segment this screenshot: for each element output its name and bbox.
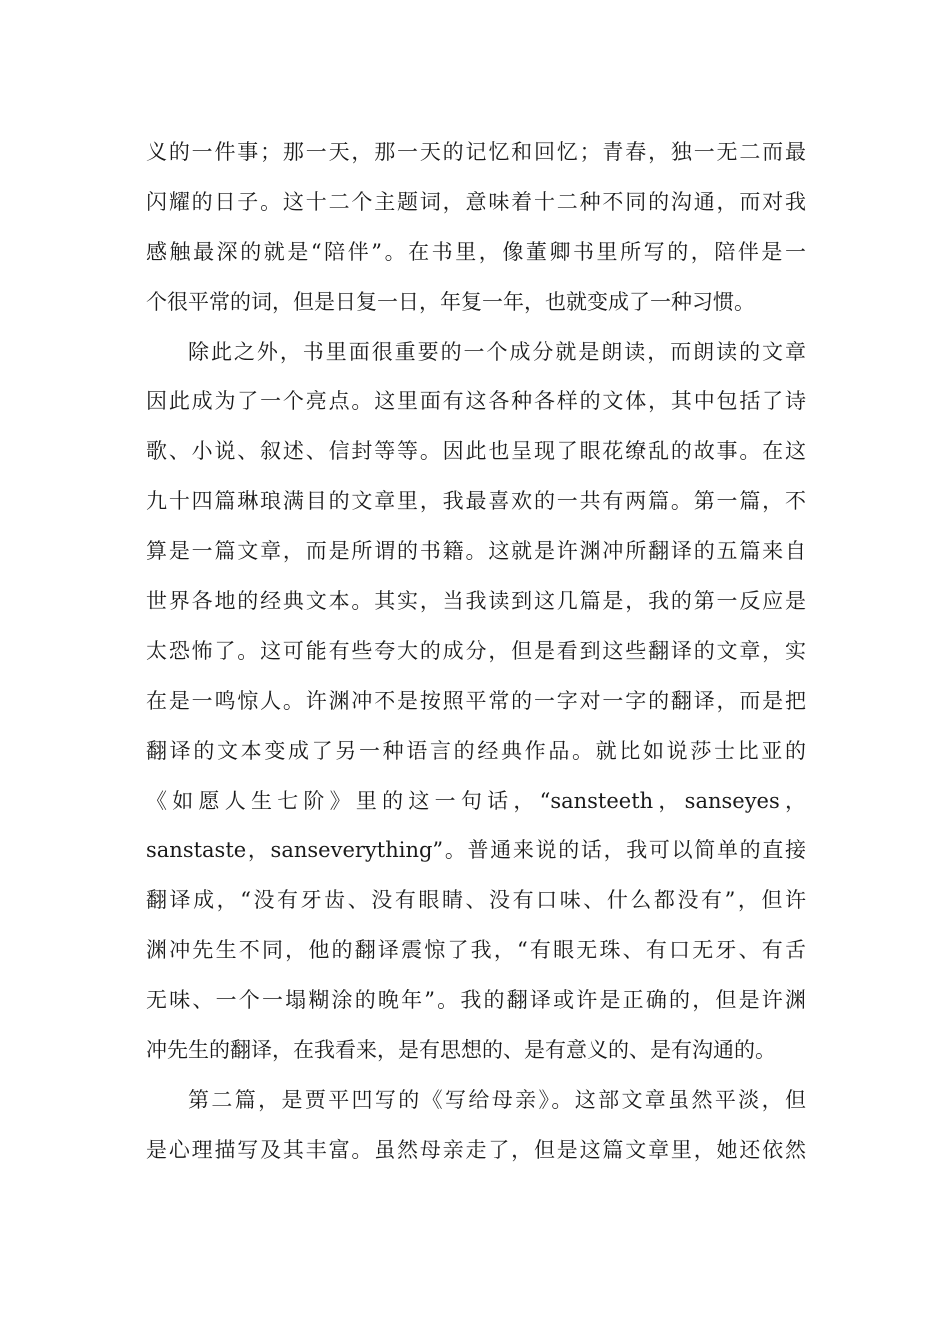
text-line: 义的一件事；那一天，那一天的记忆和回忆；青春，独一无二而最 [146, 140, 806, 164]
text-line: 渊冲先生不同，他的翻译震惊了我，“有眼无珠、有口无牙、有舌 [146, 938, 806, 963]
text-line: 冲先生的翻译，在我看来，是有思想的、是有意义的、是有沟通的。 [146, 1038, 776, 1063]
text-line: sanstaste，sanseverything”。普通来说的话，我可以简单的直接 [146, 838, 806, 863]
text-line: 感触最深的就是“陪伴”。在书里，像董卿书里所写的，陪伴是一 [146, 239, 806, 264]
text-line: 太恐怖了。这可能有些夸大的成分，但是看到这些翻译的文章，实 [146, 638, 806, 663]
text-line: 是心理描写及其丰富。虽然母亲走了，但是这篇文章里，她还依然 [146, 1137, 806, 1162]
text-line: 算是一篇文章，而是所谓的书籍。这就是许渊冲所翻译的五篇来自 [146, 539, 806, 564]
text-line: 《如愿人生七阶》里的这一句话，“sansteeth，sanseyes， [146, 788, 806, 813]
text-line: 无味、一个一塌糊涂的晚年”。我的翻译或许是正确的，但是许渊 [146, 988, 806, 1013]
text-line: 翻译的文本变成了另一种语言的经典作品。就比如说莎士比亚的 [146, 738, 806, 763]
text-line: 个很平常的词，但是日复一日，年复一年，也就变成了一种习惯。 [146, 289, 755, 314]
text-line: 在是一鸣惊人。许渊冲不是按照平常的一字对一字的翻译，而是把 [146, 688, 806, 713]
text-line: 世界各地的经典文本。其实，当我读到这几篇是，我的第一反应是 [146, 589, 806, 614]
paragraph-first-line: 第二篇，是贾平凹写的《写给母亲》。这部文章虽然平淡，但 [188, 1087, 806, 1112]
text-line: 因此成为了一个亮点。这里面有这各种各样的文体，其中包括了诗 [146, 389, 806, 414]
text-line: 翻译成，“没有牙齿、没有眼睛、没有口味、什么都没有”，但许 [146, 888, 806, 913]
text-line: 闪耀的日子。这十二个主题词，意味着十二种不同的沟通，而对我 [146, 189, 806, 214]
body-text [146, 128, 806, 1176]
text-line: 九十四篇琳琅满目的文章里，我最喜欢的一共有两篇。第一篇，不 [146, 489, 806, 514]
paragraph-first-line: 除此之外，书里面很重要的一个成分就是朗读，而朗读的文章 [188, 339, 806, 364]
text-line: 歌、小说、叙述、信封等等。因此也呈现了眼花缭乱的故事。在这 [146, 439, 806, 464]
